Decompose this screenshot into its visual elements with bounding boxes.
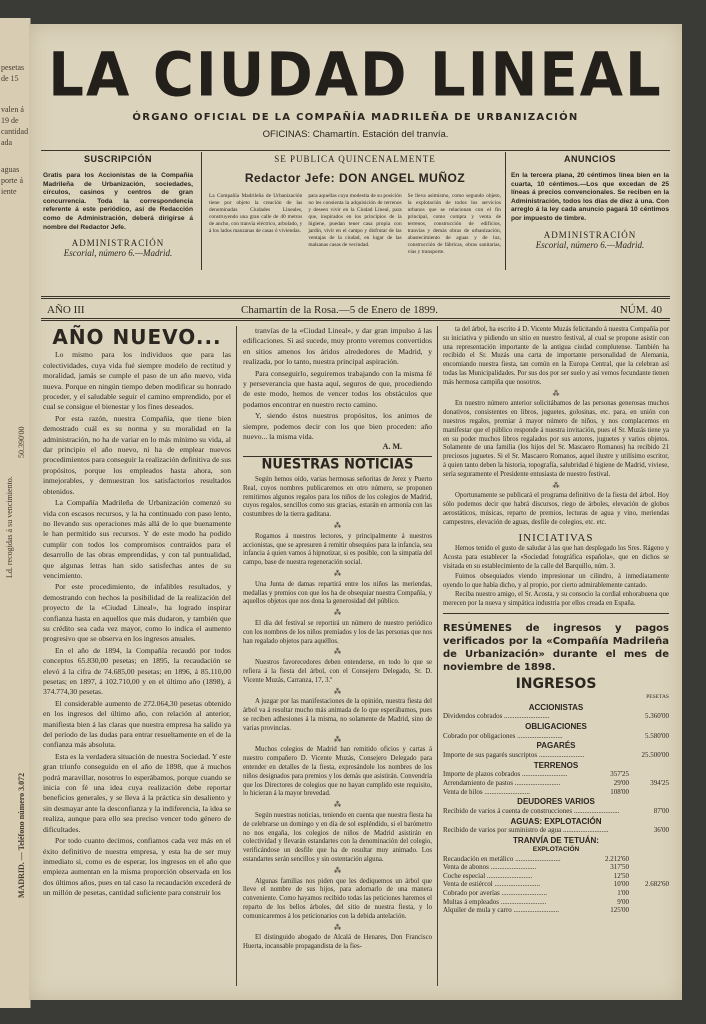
ledger-partial: 317'50 [610,863,629,872]
paragraph: Por todo cuanto decimos, confiamos cada vez más en el éxito definitivo de nuestra empresa, y esta ha de ser muy inmediato si, como es de esperar, los ingresos en el año que empieza aumentan en la misma proporción observada en los dos últimos años, pues en tal caso la recaudación excederá de un millón de pesetas, cantidad suficiente para construir los [43,836,231,898]
ghost-line: iente [1,187,17,196]
ledger-total [629,855,669,864]
paragraph: tranvías de la «Ciudad Lineal», y dar gran impulso á las edificaciones. Si así sucede, muy pronto veremos convertidos en sitios amenos los áridos alrededores de Madrid, y realizada, por lo tanto, nuestra principal aspiración. [243,326,432,367]
ghost-line: valen á [1,105,24,114]
paragraph: Muchos colegios de Madrid han remitido oficios y cartas á nuestro compañero D. Vicente Muzás, Consejero Delegado para entender en detalles de la fiesta, expresándole los nombres de los niños designados para premios y los demás que asistirán. Convendría que los Directores de colegios que no hayan cumplido este requisito, lo hicieran á la mayor brevedad. [243,746,432,798]
paragraph: A juzgar por las manifestaciones de la opinión, nuestra fiesta del árbol va á resultar mucho más animada de lo que esperábamos, pues se reciben adhesiones á la misma, no solamente de Madrid, sino de varias provincias. [243,698,432,732]
ledger-total [629,889,669,898]
ghost-line: ada [1,138,13,147]
separator: ⁂ [334,923,341,932]
ledger-section-subtitle: EXPLOTACIÓN [532,845,580,853]
paragraph: ta del árbol, ha escrito á D. Vicente Muzás felicitando á nuestra Compañía por su iniciativa y pidiendo un sitio en nuestro festival, al cual se propone asistir con una representación importante de la antigua ciudad complutense. También ha recibido el Sr. Muzás una carta de importante personalidad de Alemania, encomiando nuestra fiesta, tan común en la Europa Central, que la celebran así todas las Municipalidades. Por sus dos por ser suelo y así vemos fecundante tienen más hermosa campiña que nosotros. [443,326,669,386]
ledger-section-title: DEUDORES VARIOS [517,797,595,807]
ledger-label: Cobrado por averías .......................... [443,889,548,897]
ledger-label: Venta de hilos .......................... [443,787,530,796]
financial-summary-title: RESÚMENES de ingresos y pagos verificados por la «Compañía Madrileña de Urbanización» durante el mes de noviembre de 1898. [443,622,669,673]
frequency-line: SE PUBLICA QUINCENALMENTE [274,154,436,164]
editorial-box [209,154,501,304]
ghost-line: porte á [1,176,23,185]
announcements-box [511,154,669,304]
paragraph: En nuestro número anterior solicitábamos de las personas generosas muchos donativos, consistentes en libros, juguetes, golosinas, etc. para, en unión con nuestros regalos, premiar á mayor número de niños, y nos complacemos en manifestar que el público responde á nuestra invitación, pues el Sr. Muzás tiene ya en su poder muchos libros regalados por sus autores, juguetes y varios objetos. Solamente de una familia (los hijos del Sr. Mascaero Romanos) ha recibido 21 preciosos juguetes. Si el Sr. Mascaero Romanos, aquel ilustre y utilísimo escritor, á quien tanto deben la historia, topografía, salubridad é higiene de Madrid, viviese, sería seguramente el Presidente entusiasta de nuestro festival. [443,400,669,478]
ledger-row [443,807,669,816]
announcements-text: En la tercera plana, 20 céntimos línea bien en la cuarta, 10 céntimos.—Los que excedan de 25 líneas á precios convencionales. Se reciben en la Administración, todos los días de diez á una. Con arreglo á la ley cada anuncio pagará 10 céntimos por impuesto de timbre. [511,172,669,222]
newspaper-title: LA CIUDAD LINEAL [48,40,663,111]
signature: A. M. [382,442,402,452]
ledger-label: Venta de estiércol .......................... [443,880,541,889]
ghost-vertical-text: Ld. recogidas á su vencimiento. [5,476,14,578]
ledger-label: Alquiler de mula y carro .......................... [443,906,560,915]
paragraph: El día del festival se reportirá un número de nuestro periódico con los nombres de los niños premiados y los de las personas que nos han regalado objetos para aquéllos. [243,620,432,645]
ledger-total: 5.580'00 [644,731,669,740]
ledger-label: Importe de sus pagarés suscriptos .......................... [443,751,585,760]
ledger-total: 5.360'00 [644,712,669,721]
ledger-partial [619,807,641,816]
ledger-row [443,770,669,779]
ledger-total: 394'25 [650,779,669,788]
ledger-row [443,751,669,760]
ledger-label: Importe de plazos cobrados .......................... [443,770,568,779]
paragraph: Nuestros favorecedores deben entenderse, en todo lo que se refiera á la fiesta del árbol, con el Consejero Delegado, Sr. D. Vicente Muzás, Carranza, 17, 3.º [243,659,432,684]
offices-line: OFICINAS: Chamartín. Estación del tranvía. [262,129,449,140]
separator: ⁂ [334,735,341,744]
paragraph: Por este procedimiento, de infalibles resultados, y demostrando con hechos la posibilidad de la realización del proyecto de la «Ciudad Lineal», ha logrado inspirar confianza hasta en aquellos que más dudaron, y también que su crédito sea cada vez mayor, como lo indica el aumento progresivo que se observa en los ingresos anuales. [43,582,231,644]
paragraph: Fuimos obsequiados viendo impresionar un cilindro, á inmediatamente oyendo lo que había dicho, y al propio, por cierto admirablemente cantado. [443,572,669,589]
ledger-total [629,872,669,881]
ledger-total [629,863,669,872]
separator: ⁂ [334,570,341,579]
subscription-box [43,154,193,304]
paragraph: Hemos tenido el gusto de saludar á las que han desplegado los Sres. Rágeno y Acosta para establecer la «Sociedad fotográfica española», que en dichos se visitada en su establecimiento de la calle del Barquillo, núm. 3. [443,545,669,570]
issue-number: NÚM. 40 [619,304,662,316]
ledger-total: 25.500'00 [641,751,669,760]
separator: ⁂ [334,609,341,618]
issue-date: Chamartín de la Rosa.—5 de Enero de 1899. [241,304,439,316]
pesetas-label: PESETAS [646,693,669,700]
purpose-text-2: para aquellas cuya modestia de su posición no les consienta la adquisición de terrenos y deseen vivir en la Ciudad Lineal, para que, inspirados en los principios de la higiene, puedan tener casa propia con jardín, vivir en el campo y disfrutar de las ventajas de la ciudad, en lugar de las malsanas casas de vecindad. [308,193,402,248]
ghost-line: de 15 [1,74,19,83]
ledger-row [443,872,669,881]
paragraph: La Compañía Madrileña de Urbanización comenzó su vida con escasos recursos, y la ha continuado con paso lento, no llevando sus operaciones más allá de lo que buenamente le han permitido sus recursos. Y de este modo ha podido cumplir con todos los compromisos contraídos para el desarrollo de las obras emprendidas, y con tal puntualidad, que algunas letras han sido satisfechas antes de su vencimiento. [43,498,231,580]
separator: ⁂ [334,522,341,531]
separator: ⁂ [552,481,560,490]
subscription-text: Gratis para los Accionistas de la Compañía Madrileña de Urbanización, sociedades, círculos, casinos y centros de gran concurrencia. Toda la correspondencia referente á este periódico, así de Redacción como de Administración, deberá dirigirse á nombre del Redactor Jefe. [43,172,193,231]
paragraph: El distinguido abogado de Alcalá de Henares, Don Francisco Huerta, incansable propagandista de la fies- [243,934,432,951]
announcements-address: Escorial, número 6.—Madrid. [535,239,645,250]
separator: ⁂ [552,389,560,398]
ghost-line: aguas [1,165,20,174]
separator: ⁂ [334,687,341,696]
paragraph: Para conseguirlo, seguiremos trabajando con la misma fé y perseverancia que hasta aquí, seguros de que, procediendo de este modo, hemos de vencer todos los obstáculos que podamos encontrar en nuestro recto camino. [243,368,432,409]
ledger-total: 87'00 [653,807,669,816]
ledger-section-title: TRANVÍA DE TETUÁN: [513,836,599,846]
ledger-row [443,898,669,907]
ledger-label: Recibido de varios por suministro de agua .......................... [443,826,609,835]
headline-iniciativas: INICIATIVAS [518,531,594,544]
ledger-row [443,855,669,864]
masthead [29,40,682,140]
ledger-row [443,788,669,797]
ledger-row [443,880,669,889]
paragraph: Esta es la verdadera situación de nuestra Sociedad. Y este gran triunfo conseguido en el año de 1898, que á muchos podrá maravillar, nosotros lo esperábamos, porque cuando se inicia con fé una idea cuya realización debe reportar beneficios generales, y se lleva á la práctica sin desaliento y sin desmayar ante la desconfianza y la indiferencia, la idea se realiza, aunque para ello sea preciso vencer todo género de dificultades. [43,751,231,834]
ghost-vertical-phone: MADRID. — Teléfono número 3.072 [17,772,26,898]
ledger-row [443,889,669,898]
purpose-text-1: La Compañía Madrileña de Urbanización tiene por objeto la creación de las denominadas Ciudades Lineales, construyendo una gran calle de 40 metros de ancho, con tranvía eléctrico, arbolado, y á los lados manzanas de casas ó viviendas. [209,193,303,234]
divider [41,150,670,151]
divider [201,152,202,270]
ledger-section-title: ACCIONISTAS [528,702,584,712]
subscription-address: Escorial, número 6.—Madrid. [63,248,173,259]
editor-line: Redactor Jefe: DON ANGEL MUÑOZ [244,171,466,185]
ledger-partial: 10'00 [613,880,629,889]
ledger-partial: 2.212'60 [604,854,629,863]
paragraph: Según nuestras noticias, teniendo en cuenta que nuestra fiesta ha de celebrarse un domingo y en día de sol espléndido, si el barómetro no nos engaña, los colegios de niños de Madrid asistirán en colectividad y llevarán estandartes con la denominación del colegio, verificándose un desfile que ha de resultar muy animado. Los estandartes serán sencillos y sin ostentación alguna. [243,811,432,863]
divider [41,318,670,321]
ledger-partial: 357'25 [610,770,629,779]
ingresos-heading: INGRESOS [515,675,597,692]
announcements-admin: ADMINISTRACIÓN [543,229,637,240]
ledger-row [443,712,669,721]
paragraph: En el año de 1894, la Compañía recaudó por todos conceptos 65.830,00 pesetas; en 1895, la recaudación se elevó á la cifra de 74.685,00 pesetas; en 1896, á 85.110,00 pesetas; en 1897, á 102.710,00 y en el último año (1898), á 374.774,30 pesetas. [43,645,231,697]
subscription-admin: ADMINISTRACIÓN [71,238,165,249]
ledger-partial [597,751,629,760]
adjacent-page-edge [0,18,31,1008]
ledger-total: 36'00 [653,826,669,835]
ledger-partial: 29'00 [613,779,629,788]
column-divider [236,326,237,986]
headline-ano-nuevo: AÑO NUEVO... [52,325,222,349]
ledger-row [443,906,669,915]
ledger-partial: 125'00 [610,906,629,915]
ghost-line: 19 de [1,116,19,125]
ledger-row [443,826,669,835]
ledger-section-title: AGUAS: EXPLOTACIÓN [510,816,602,826]
ledger-row [443,779,669,788]
ledger-total [629,788,669,797]
paragraph: Y, siendo éstos nuestros propósitos, los animos de siempre, podemos decir con los que bien proceden: año nuevo... la misma vida. [243,411,432,442]
ledger-partial: 1'00 [617,889,629,897]
paragraph: Por esta razón, nuestra Compañía, que tiene bien demostrado cuál es su norma y su moralidad en la administración, no ha de variar en lo más mínimo su vida, al dar principio el año nuevo, ni ha de emplear nuevos procedimientos para conseguir la realización definitiva de sus propósitos, porque los empleados hasta ahora, son inmejorables, y demuestran los satisfactorios resultados obtenidos. [43,413,231,496]
subscription-heading: SUSCRIPCIÓN [83,154,152,164]
ledger-partial: 12'50 [613,871,629,880]
ledger-section-title: TERRENOS [533,760,579,770]
ledger-label: Recibido de varios á cuenta de construcciones .......................... [443,807,620,816]
separator: ⁂ [334,648,341,657]
ingresos-ledger [443,704,669,915]
ledger-section-title: OBLIGACIONES [525,721,587,731]
paragraph: Oportunamente se publicará el programa definitivo de la fiesta del árbol. Hoy sólo podemos decir que habrá discursos, riego de árboles, elevación de globos aerostáticos, músicas, reparto de premios, lecturas de agua y vino, meriendas campestres, elevación de aguas, desfile de colegios, etc. etc. [443,492,669,526]
ledger-total: 2.682'60 [644,880,669,889]
headline-nuestras-noticias: NUESTRAS NOTICIAS [261,456,414,473]
article-column-3 [443,326,669,915]
ledger-total [629,906,669,915]
separator: ⁂ [334,801,341,810]
newspaper-subtitle: ÓRGANO OFICIAL DE LA COMPAÑÍA MADRILEÑA DE URBANIZACIÓN [132,112,579,123]
ledger-label: Recaudación en metálico .......................... [443,854,561,863]
announcements-heading: ANUNCIOS [563,154,616,164]
ghost-line: pesetas [1,63,25,72]
paragraph: Reciba nuestro amigo, el Sr. Acosta, y su consocio la cordial enhorabuena que merecen por la nueva y simpática industria por ellos creada en España. [443,591,669,608]
ghost-amount: 50.390'00 [17,426,26,458]
column-divider [437,326,438,986]
ledger-partial [597,712,629,721]
issue-year: AÑO III [47,304,85,316]
ledger-row [443,732,669,741]
ledger-label: Dividendos cobrados .......................... [443,712,550,721]
purpose-text-3: Se lleva asimismo, como segundo objeto, la explotación de todos los servicios urbanos que se relacionan con el fin principal, como compra y venta de terrenos, construcción de edificios, tranvías y demás obras de urbanización, abastecimiento de aguas y de luz, construcción de fábricas, obras sanitarias, vías y transporte. [407,193,501,255]
ledger-partial [608,826,635,835]
ledger-partial [597,732,629,741]
ledger-label: Coche especial .......................... [443,871,533,880]
ledger-row [443,863,669,872]
paragraph: Una Junta de damas repartirá entre los niños las meriendas, medallas y premios con que los ha de obsequiar nuestra Compañía, y aquellos objetos que nos dona la generosidad del público. [243,580,432,606]
ledger-label: Venta de abonos .......................... [443,863,537,872]
ledger-label: Cobrado por obligaciones .......................... [443,731,563,740]
ledger-partial: 108'00 [610,787,629,796]
paragraph: El considerable aumento de 272.064,30 pesetas obtenido en los ingresos del último año, con relación al anterior, manifiesta bien á las claras que nuestra empresa ha salido ya del período de las dudas para entrar resueltamente en el de la confianza más absoluta. [43,698,231,750]
issue-dateline [41,302,670,318]
ledger-total [629,898,669,907]
divider [505,152,506,270]
newspaper-page [29,24,682,1000]
article-column-1 [43,326,231,900]
divider [443,613,669,614]
separator: ⁂ [334,866,341,875]
paragraph: Algunas familias nos piden que les dediquemos un árbol que lleve el nombre de sus hijos, para adornarlo de una manera conveniente. Como hayamos recibido todas las peticiones haremos el reparto de los bellos árboles, del sitio de nuestra fiesta, y lo comunicaremos á los peticionarios con la debida antelación. [243,877,432,920]
divider [41,296,670,299]
ledger-section-title: PAGARÉS [536,741,576,751]
ledger-partial: 9'00 [617,897,629,906]
ledger-label: Multas á empleados .......................... [443,897,547,906]
paragraph: Rogamos á nuestros lectores, y principalmente á nuestros accionistas, que se apresuren á remitir obsequios para la infancia, sea infancia á quien vamos á hipnotizar, si es posible, con la simpatía del campo, base de nuestra regeneración social. [243,532,432,567]
ledger-total [629,770,669,779]
paragraph: Según hemos oído, varias hermosas señoritas de Jerez y Puerto Real, cuyos nombres publicaremos en otro número, se proponen remitirnos algunos regalos para los niños de los colegios de Madrid, cuyos regalos, sencillos como sus gracias, estarán en armonía con las costumbres de la tierra gaditana. [243,476,432,519]
ledger-label: Arrendamiento de pastos .......................... [443,779,561,788]
paragraph: Lo mismo para los individuos que para las colectividades, cuya vida fué siempre modelo de rectitud y moralidad, jamás se cumple el paso de un año nuevo, vida nueva. Porque en ningún tiempo deben modificar su honrado proceder, y el saludable seguir el camino emprendido, por el cual se consigue el bienestar y los fines deseados. [43,350,231,412]
article-column-2 [243,326,432,953]
ghost-line: cantidad [1,127,29,136]
